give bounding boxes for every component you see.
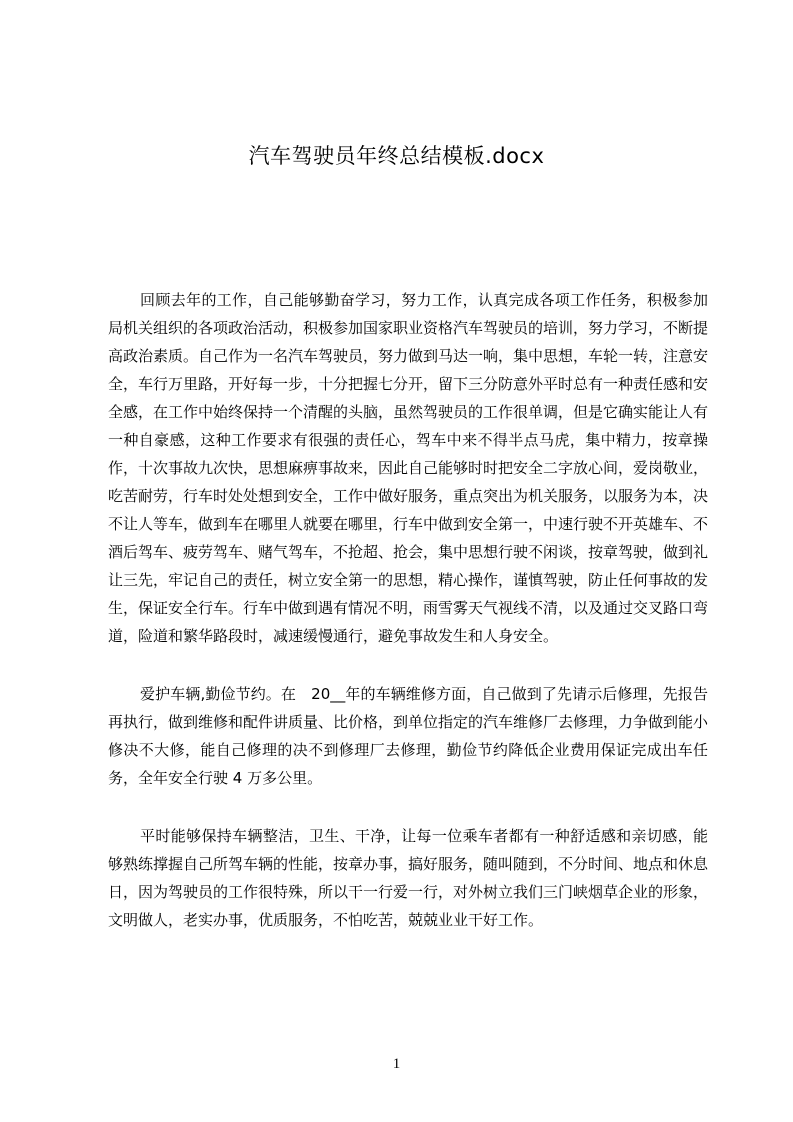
page-number: 1 <box>392 1056 401 1072</box>
paragraph-cleanliness: 平时能够保持车辆整洁，卫生、干净，让每一位乘车者都有一种舒适感和亲切感，能够熟练撑握自己所驾车辆的性能，按章办事，搞好服务，随叫随到，不分时间、地点和休息日，因为驾驶员的工作很特殊，所以干一行爱一行，对外树立我们三门峡烟草企业的形象，文明做人，老实办事，优质服务，不怕吃苦，兢兢业业干好工作。 <box>108 827 709 929</box>
paragraph-vehicle-care: 爱护车辆,勤俭节约。在 20__年的车辆维修方面，自己做到了先请示后修理，先报告再执行，做到维修和配件讲质量、比价格，到单位指定的汽车维修厂去修理，力争做到能小修决不大修，能自己修理的决不到修理厂去修理，勤俭节约降低企业费用保证完成出车任务，全年安全行驶 4 万多公里。 <box>108 685 709 787</box>
paragraph-review: 回顾去年的工作，自己能够勤奋学习，努力工作，认真完成各项工作任务，积极参加局机关组织的各项政治活动，积极参加国家职业资格汽车驾驶员的培训，努力学习，不断提高政治素质。自己作为一名汽车驾驶员，努力做到马达一响，集中思想，车轮一转，注意安全，车行万里路，开好每一步，十分把握七分开，留下三分防意外平时总有一种责任感和安全感，在工作中始终保持一个清醒的头脑，虽然驾驶员的工作很单调，但是它确实能让人有一种自豪感，这种工作要求有很强的责任心，驾车中来不得半点马虎，集中精力，按章操作，十次事故九次快，思想麻痹事故来，因此自己能够时时把安全二字放心间，爱岗敬业，吃苦耐劳，行车时处处想到安全，工作中做好服务，重点突出为机关服务，以服务为本，决不让人等车，做到车在哪里人就要在哪里，行车中做到安全第一，中速行驶不开英雄车、不酒后驾车、疲劳驾车、赌气驾车，不抢超、抢会，集中思想行驶不闲谈，按章驾驶，做到礼让三先，牢记自己的责任，树立安全第一的思想，精心操作，谨慎驾驶，防止任何事故的发生，保证安全行车。行车中做到遇有情况不明，雨雪雾天气视线不清，以及通过交叉路口弯道，险道和繁华路段时，减速缓慢通行，避免事故发生和人身安全。 <box>108 291 709 645</box>
document-body <box>108 286 708 934</box>
document-title: 汽车驾驶员年终总结模板.docx <box>248 144 545 168</box>
